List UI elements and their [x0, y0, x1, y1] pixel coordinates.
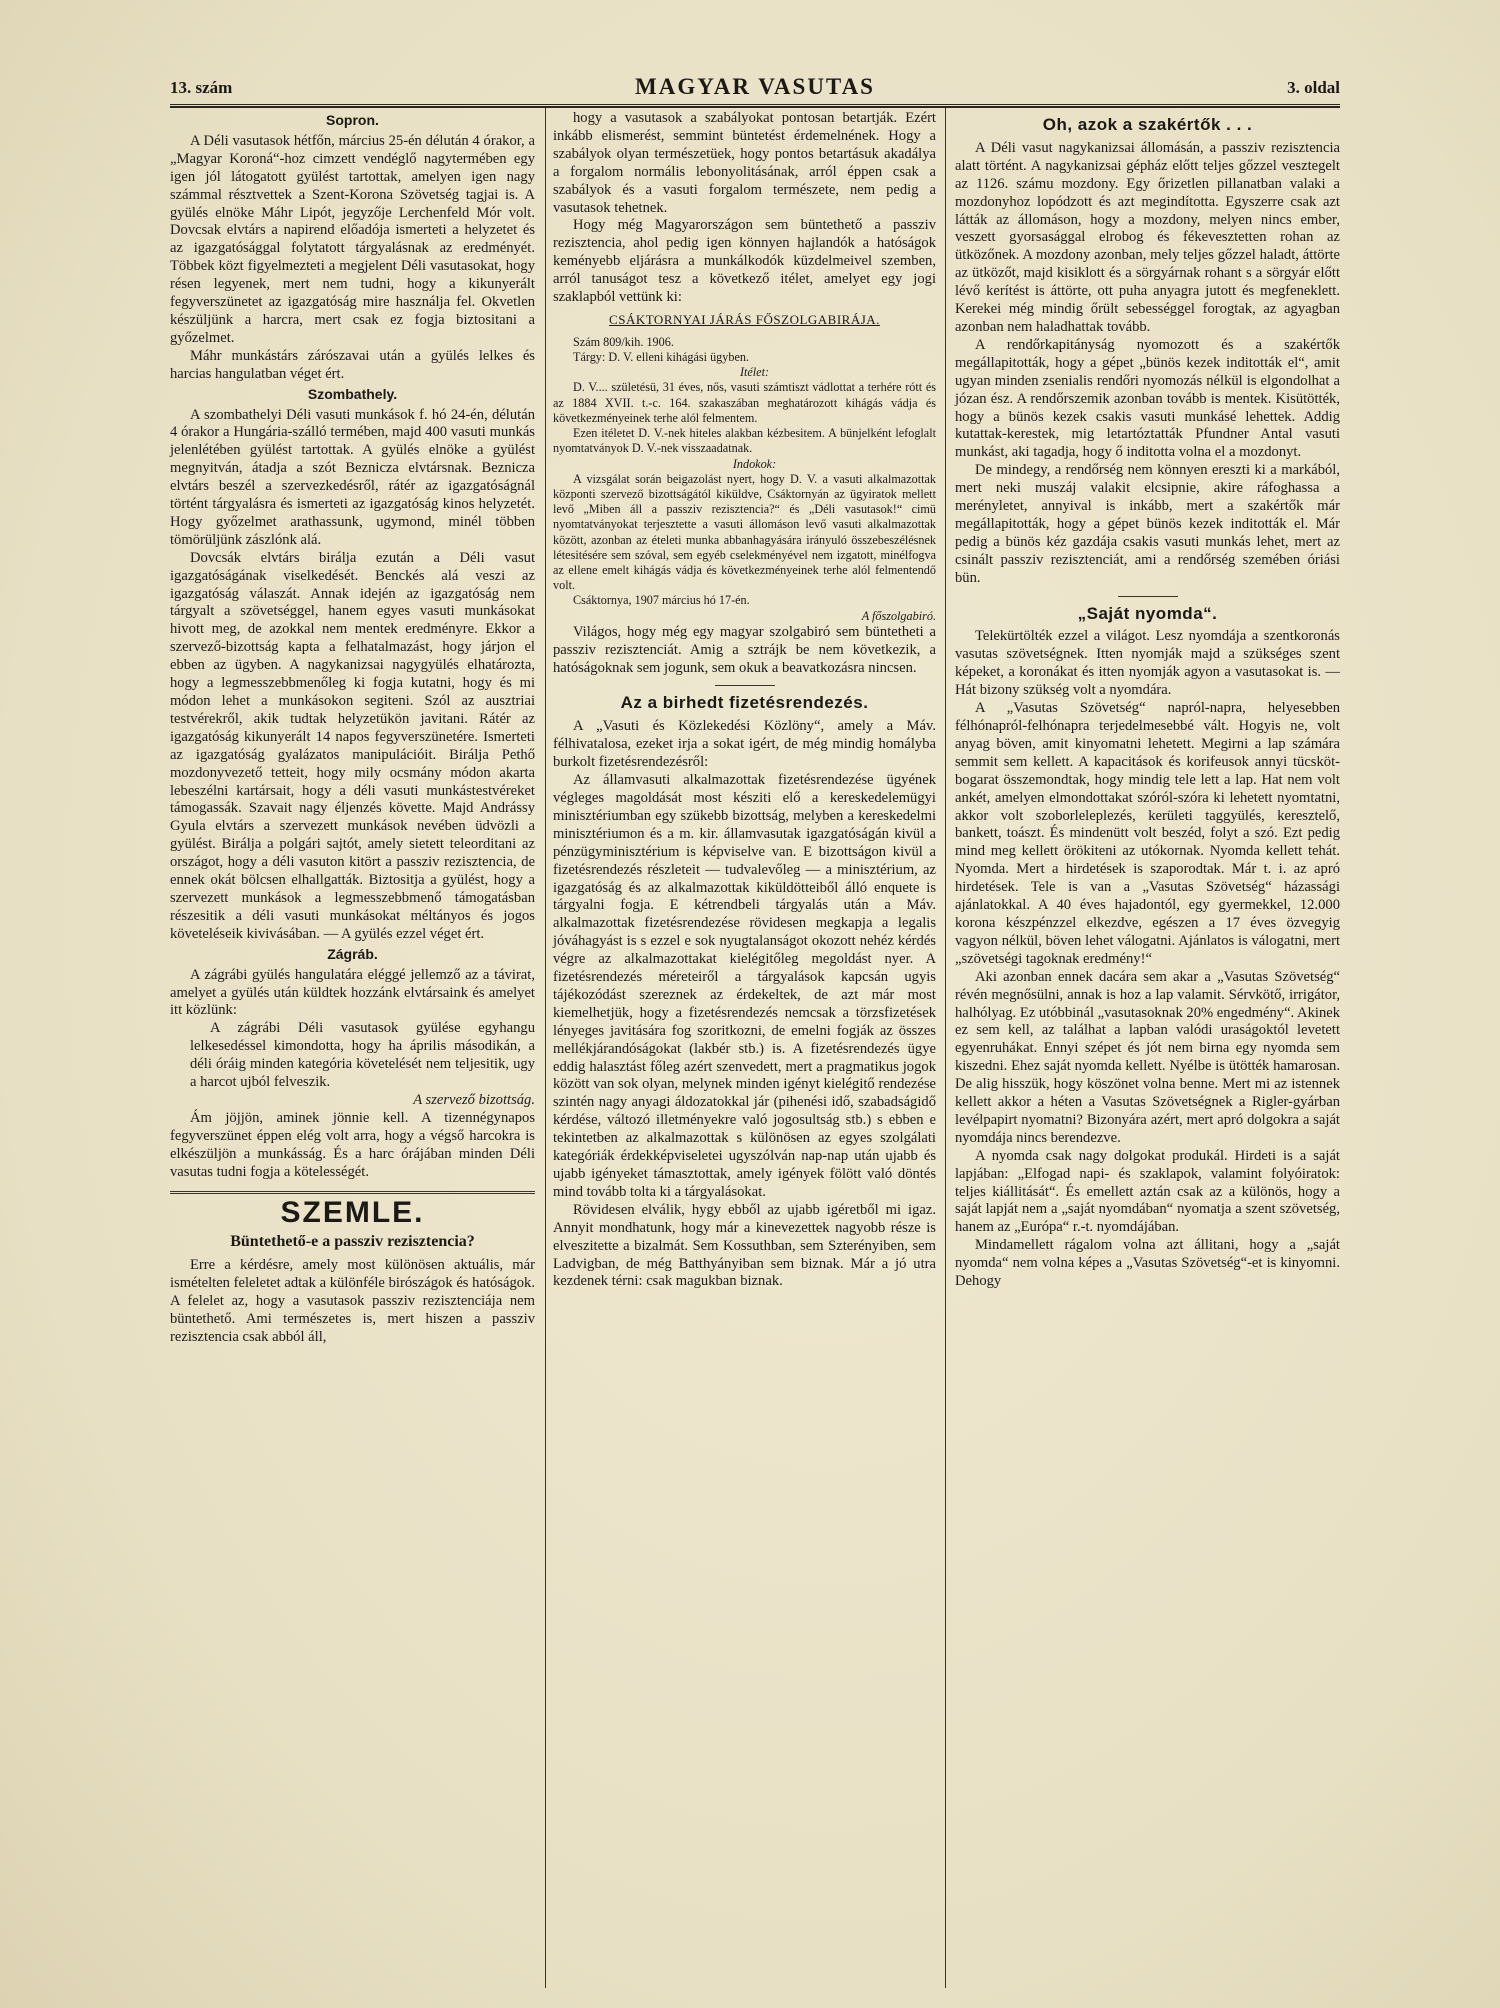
column-divider	[545, 108, 546, 1988]
verdict-text: D. V.... születésü, 31 éves, nős, vasuti számtiszt vádlottat a terhére rótt és az 1884 XVII. t.-c. 164. szakaszában meghatározott kihágás vádja és következményeinek terhe alól felmentem.	[553, 380, 936, 425]
column-divider	[945, 108, 946, 1988]
paragraph: A nyomda csak nagy dolgokat produkál. Hirdeti is a saját lapjában: „Elfogad napi- és szaklapok, valamint folyóiratok: teljes kiállitását“. És emellett aztán csak az a különös, hogy a saját lapját nem a „saját nyomdában“ nyomatja a szent szövetség, hanem az „Európa“ r.-t. nyomdájában.	[955, 1147, 1340, 1236]
verdict-text: Ezen itéletet D. V.-nek hiteles alakban kézbesitem. A bünjelként lefoglalt nyomtatványok D. V.-nek visszaadatnak.	[553, 426, 936, 456]
verdict-signature: A főszolgabiró.	[861, 608, 936, 623]
heading-sopron: Sopron.	[326, 112, 379, 128]
verdict-date: Csáktornya, 1907 március hó 17-én.	[573, 593, 750, 608]
heading-fizetesrendezes: Az a birhedt fizetésrendezés.	[620, 693, 869, 713]
divider	[1118, 596, 1178, 597]
paragraph: Erre a kérdésre, amely most különösen aktuális, már ismételten feleletet adtak a különféle birószágok és hatóságok. A felelet az, hogy a vasutasok passziv rezisztenciája nem büntethető. Ami természetes is, mert hiszen a passziv rezisztencia csak abból áll,	[170, 1257, 535, 1345]
heading-szombathely: Szombathely.	[307, 385, 398, 402]
paragraph: De mindegy, a rendőrség nem könnyen ereszti ki a markából, mert neki muszáj valakit elcsipnie, akire ráfoghassa a merényletet, annyival is inkább, mert a szakértők már megállapitották, hogy a gépet bünös kezek inditották el. Már pedig a bünös kéz gazdája csakis vasuti munkás lehet, mert az csinált passziv rezisztenciát, ami a rendőrség szemében óriási bün.	[955, 462, 1340, 586]
paragraph: Rövidesen elválik, hygy ebből az ujabb igéretből mi igaz. Annyit mondhatunk, hogy már a kinevezettek nagyobb része is elveszitette a bizalmát. Sem Kossuthban, sem Szterényiben, sem Ladvigban, de még Batthyányiban sem biznak. Már a jó utra kezdenek térni: csak magukban biznak.	[553, 1201, 936, 1290]
issue-number: 13. szám	[170, 78, 233, 97]
paragraph: A „Vasutas Szövetség“ napról-napra, helyesebben félhónapról-felhónapra terjedelmesebbé vált. Hogyis ne, volt anyag böven, amit kinyomatni lehetett. Megirni a lap számára semmit sem kellett. A kapacitások és korifeusok annyi tücsköt-bogarat összemondtak, hogy mindig tele lett a lap. Hat nem volt ankét, amelyen elmondottakat szóról-szóra ki lehetett nyomtatni, akkor volt szoborleleplezés, kerületi taggyülés, keresztelő, bankett, toászt. És mindenütt volt beszéd, folyt a szó. Ezt pedig mind meg kellett örökiteni az utókornak. Nyomda kellett tehát. Nyomda. Mert a hirdetések is szaporodtak. Már t. i. az apró hirdetések. Tele is van a „Vasutas Szövetség“ házassági ajánlatokkal. A 40 éves hajadontól, egy gyermekkel, 12.000 korona készpénzzel elkezdve, egészen a 17 éves özvegyig vagyon nélkül, böven lehet válogatni. Ajánlatos is válogatni, mert „szövetségi tagoknak eredmény!“	[955, 700, 1340, 967]
page-header	[170, 74, 1340, 104]
heading-szakertok: Oh, azok a szakértők . . .	[1042, 115, 1253, 134]
paragraph: Világos, hogy még egy magyar szolgabiró sem büntetheti a passziv rezisztenciát. Amig a sztrájk be nem következik, a hatóságoknak sem jogunk, sem okuk a beavatkozásra nincsen.	[553, 623, 936, 676]
section-rule	[170, 1191, 535, 1194]
section-title-szemle: SZEMLE.	[280, 1196, 425, 1230]
paragraph: Aki azonban ennek dacára sem akar a „Vasutas Szövetség“ révén megnősülni, annak is hoz a lap valamit. Sérvkötő, irrigátor, halhólyag. Ez utóbbinál „vasutasoknak 20% engedmény“. Akinek ez sem kell, az találhat a lapban valódi uraságoktól levetett egyenruhákat. Ennyi szépet és jót nem birna egy nyomda sem kiszedni. Ehez saját nyomda kellett. Nyélbe is ütötték hamarosan. De alig hisszük, hogy köszönet volna benne. Mert mi az istennek kellett akkor a héten a Vasutas Szövetségnek a Rigler-gyárban levélpapirt nyomatni? Bizonyára azért, mert apró dolgokra a saját nyomdája nincs berendezve.	[955, 968, 1341, 1146]
signature: A szervező bizottság.	[413, 1091, 535, 1108]
paragraph: A szombathelyi Déli vasuti munkások f. hó 24-én, délután 4 órakor a Hungária-szálló termében, majd 400 vasuti munkás jelenlétében gyülést tartottak. A gyülés elnöke a gyülést megnyitván, átadja a szót Beznicza elvtársnak. Beznicza elvtárs beszél a szervezkedésről, rátér az igazgatóságnál történt tárgyalásra és ismerteti az igazgatóság kinos helyzetét. Hogy győzelmet arathassunk, ugymond, minél többen tömörüljünk zászlónk alá.	[170, 406, 535, 548]
paragraph: A „Vasuti és Közlekedési Közlöny“, amely a Máv. félhivatalosa, ezeket irja a sokat igért, de még mindig homályba burkolt fizetésrendezésről:	[553, 718, 936, 771]
heading-sajat-nyomda: „Saját nyomda“.	[1077, 603, 1218, 623]
column-1	[170, 110, 535, 1347]
case-subject: Tárgy: D. V. elleni kihágási ügyben.	[573, 350, 750, 365]
paragraph: Ám jöjjön, aminek jönnie kell. A tizennégynapos fegyverszünet éppen elég volt arra, hogy a végső harcokra is elkészüljön a munkásság. És a harc órájában minden Déli vasutas tudni fogja a kötelességét.	[170, 1109, 535, 1180]
paragraph: Hogy még Magyarországon sem büntethető a passziv rezisztencia, ahol pedig igen könnyen hajlandók a hatóságok keményebb eljárásra a munkálkodók küzdelmeivel szemben, arról tanuságot tesz a következő itélet, amelyet egy jogi szaklapból vettünk ki:	[553, 217, 936, 306]
paragraph: Telekürtölték ezzel a világot. Lesz nyomdája a szentkoronás vasutas szövetségnek. Itten nyomják majd a szükséges szent képeket, a koronákat és itten nyomják agyon a vasutasokat is. — Hát bizony szükség volt a nyomdára.	[955, 628, 1340, 699]
case-number: Szám 809/kih. 1906.	[573, 334, 674, 349]
article-title: Büntethető-e a passziv rezisztencia?	[230, 1233, 475, 1251]
reasons-label: Indokok:	[732, 456, 777, 471]
office-heading: CSÁKTORNYAI JÁRÁS FŐSZOLGABIRÁJA.	[609, 311, 880, 327]
page-number: 3. oldal	[1287, 78, 1340, 97]
divider	[715, 685, 775, 686]
paragraph: Dovcsák elvtárs birálja ezután a Déli vasut igazgatóságának viselkedését. Benckés alá veszi az igazgatóság válaszát. Annak idején az igazgatóság nem tárgyalt a szövetséggel, hanem egyes vasuti munkásokat hivott meg, de azokkal nem mentek eredményre. Ekkor a szervező-bizottság kapta a felhatalmazást, hogy járjon el ebben az ügyben. A nagykanizsai nagygyülés elhatározta, hogy a legmesszebbmenőleg ki fogja kutatni, hogy és mi módon lehet a munkásokon segiteni. Szól az ausztriai testvérekről, akik tudtak helyzetükön javitani. Rátér az igazgatóság kikunyerált 14 napos fegyverszünetére. Ismerteti az igazgatóság gyalázatos manipulációit. Birálja Pethő mozdonyvezető tetteit, hogy mily ocsmány módon akarta lebeszélni kartársait, hogy a déli vasuti munkástestvéreket támogassák. Szavait nagy éljenzés követte. Majd Andrássy Gyula elvtárs a szervezett munkások nevében üdvözli a gyülést. Birálja a polgári sajtót, amely sietett teleorditani az országot, hogy a déli vasuton kitört a passziv rezisztencia, de ennek okát bölcsen elhallgatták. Biztositja a gyülést, hogy a szervezett munkások a legmesszebbmenő támogatásban részesitik a déli vasuti munkásokat méltányos és jogos követeléseik kivivásában. — A gyülés ezzel véget ért.	[170, 549, 535, 942]
verdict-label: Itélet:	[739, 365, 770, 380]
column-2	[553, 110, 936, 1291]
paragraph: A Déli vasut nagykanizsai állomásán, a passziv rezisztencia alatt történt. A nagykanizsai gépház előtt teljes gőzzel vesztegelt az 1126. számu mozdony. Egy őrizetlen pillanatban valaki a mozdonyhoz lopódzott és azt megindította. Egyszerre csak azt látták az állomáson, hogy a mozdony, melyen nincs ember, veszett gyorsasággal elrobog és fékevesztetten rohan az ütközőnek. A mozdony azonban, mely teljes gőzzel haladt, áttörte az ütközőt, majd kisiklott és a sörgyárnak rohant s a sörgyár előtt lévő kerítést is áttörte, ott puha anyagra jutott és megfeneklett. Kerekei még mindig őrült sebességgel forogtak, az agyagban azonban nem haladhattak tovább.	[955, 139, 1340, 335]
paragraph: Mindamellett rágalom volna azt állitani, hogy a „saját nyomda“ nem volna képes a „Vasutas Szövetség“-et is kinyomni. Dehogy	[955, 1237, 1340, 1290]
telegram-text: A zágrábi Déli vasutasok gyülése egyhangu lelkesedéssel kimondotta, hogy ha április másodikán, a déli óráig minden kategória követelését nem teljesitik, ugy a harcot ujból felveszik.	[190, 1020, 535, 1091]
paragraph: Az államvasuti alkalmazottak fizetésrendezése ügyének végleges magoldását most késziti elő a kereskedelemügyi minisztériumban egy szükebb bizottság, melyben a kereskedelmi minisztériumon és a m. kir. államvasutak igazgatóságán kivül a pénzügyminisztérium is képviselve van. E bizottságon kivül a fizetésrendezés részleteit — tudvalevőleg — a minisztérium, az igazgatóság és az alkalmazottak kiküldötteiből álló enquete is tárgyalni fogja. E kétrendbeli tárgyalás után a Máv. alkalmazottak fizetésrendezése rövidesen megkapja a legalis jóváhagyást is s ezzel e sok nyugtalanságot okozott nehéz kérdés végre az alkalmazottakat kielégitőleg megoldást nyer. A fizetésrendezés méreteiről a tárgyalások kapcsán ugyis tájékozódást szereznek az érdekeltek, de azt már most kiemelhetjük, hogy a fizetésrendezés nemcsak a törzsfizetések lényeges javitására fog szoritkozni, de emelni fogják az összes mellékjárandóságokat (lakbér stb.) is. A fizetésrendezés ügye eddig halasztást főleg azért szenvedett, mert a pragmatikus jogok között van sok olyan, melynek minden igényt kielégitő rendezése szintén nagy anyagi áldozatokkal jár (pihenési idő, szabadságidő kérdése, változó illetményekre való jogosultság stb.) s ebben e tekintetben az alkalmazottak s különösen az egyes szolgálati kategóriák érdekképviseletei ugyszólván nap-nap után ujabb és ujabb igényeket támasztottak, amely igények fölött való döntés mind tovább tolta ki a tárgyalásokat.	[553, 772, 936, 1200]
heading-zagrab: Zágráb.	[327, 945, 378, 962]
paragraph: hogy a vasutasok a szabályokat pontosan betartják. Ezért inkább elismerést, semmint büntetést érdemelnének. Hogy a szabályok olyan természetüek, hogy pontos betartásuk akadálya a forgalom normális lebonyolitásának, arról éppen csak a szabályok és a vasuti forgalom természete, nem pedig a vasutasok tehetnek.	[553, 110, 936, 216]
paragraph: Máhr munkástárs zárószavai után a gyülés lelkes és harcias hangulatban véget ért.	[170, 347, 535, 382]
paragraph: A zágrábi gyülés hangulatára eléggé jellemző az a távirat, amelyet a gyülés után küldtek hozzánk elvtársaink és amelyet itt közlünk:	[170, 966, 535, 1019]
column-3	[955, 110, 1340, 1291]
paragraph: A Déli vasutasok hétfőn, március 25-én délután 4 órakor, a „Magyar Koroná“-hoz cimzett vendéglő nagytermében egy igen jól látogatott gyülést tartottak, amelyen igen nagy számmal résztvettek a Szent-Korona Szövetség tagjai is. A gyülés elnöke Máhr Lipót, jegyzője Lerchenfeld Mór volt. Dovcsak elvtárs a napirend előadója ismerteti a helyzetet és az igazgatósággal folytatott tárgyalásnak az eredményét. Többek közt figyelmezteti a megjelent Déli vasutasokat, hogy résen legyenek, mert nem tudni, hogy a kikunyerált fegyverszünetet az igazgatóság mire használja fel. Okvetlen készüljünk a harcra, mert csak ez fogja biztositani a győzelmet.	[170, 132, 535, 346]
paragraph: A rendőrkapitányság nyomozott és a szakértők megállapitották, hogy a gépet „bünös kezek inditották el“, amit ugyan minden zsenialis rendőri nyomozás nélkül is elgondolhat a józan ész. A rendőrszemik azonban tovább is mentek. Kisütötték, hogy a bünös kezek csakis vasuti munkásé lehettek. Addig kutattak-kerestek, mig letartóztatták Pfundner Antal vasuti munkást, aki tagadja, hogy ő inditotta volna el a mozdonyt.	[955, 336, 1340, 461]
reasons-text: A vizsgálat során beigazolást nyert, hogy D. V. a vasuti alkalmazottak központi szervező bizottságától kiküldve, Csáktornyán az ügyiratok mellett levő „Miben áll a passziv rezisztencia?“ és „Déli vasutasok!“ cimü nyomtatványokat terjesztette a vasuti állomáson levő vasuti alkalmazottak között, azonban az ételeti munka abbanhagyására irányuló összebeszélésnek létesitésére sem szóval, sem egyéb cselekményével nem izgatott, minélfogva az ellene emelt kihágás vádja és következményeinek terhe alól felmentendő volt.	[553, 471, 936, 593]
newspaper-title: MAGYAR VASUTAS	[635, 74, 875, 99]
header-rule	[170, 104, 1340, 108]
